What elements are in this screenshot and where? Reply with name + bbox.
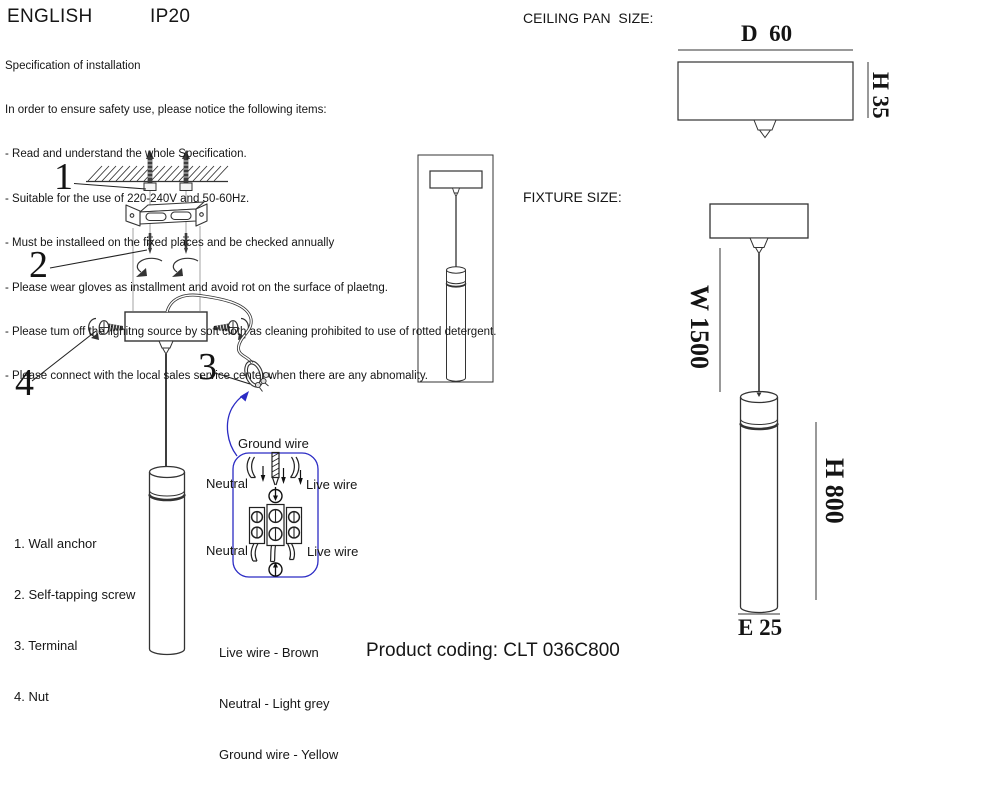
parts-list-item: 2. Self-tapping screw [14, 587, 136, 602]
spec-item: - Suitable for the use of 220-240V and 50-60Hz. [5, 192, 250, 205]
spec-title: Specification of installation [5, 59, 141, 72]
dim-d60: D 60 [741, 21, 793, 46]
legend-neutral: Neutral - Light grey [219, 696, 330, 711]
parts-list-item: 1. Wall anchor [14, 536, 97, 551]
neutral-label-top: Neutral [206, 476, 248, 491]
pendant-lamp-body [150, 467, 185, 655]
spec-item: - Please tum off the lighitng source by soft cloth as cleaning prohibited to use of rotted detergent. [5, 325, 497, 338]
live-wire-label-bottom: Live wire [307, 544, 359, 559]
neutral-label-bottom: Neutral [206, 543, 248, 558]
installation-spec-text [5, 29, 496, 414]
parts-list-item: 4. Nut [14, 689, 49, 704]
step-number-2: 2 [29, 244, 48, 286]
step-number-4: 4 [15, 362, 34, 404]
wire-color-legend [219, 610, 338, 797]
dim-w1500: W 1500 [685, 285, 714, 370]
spec-item: - Read and understand the whole Specification. [5, 148, 247, 161]
language-title: ENGLISH [7, 6, 93, 27]
spec-item: - Must be installeed on the fixed places and be checked annually [5, 237, 335, 250]
parts-list-item: 3. Terminal [14, 638, 78, 653]
ground-symbol-top [269, 487, 282, 503]
wiring-bottom-wires [251, 544, 294, 562]
fixture-drawing [710, 204, 816, 614]
dim-h35: H 35 [868, 72, 893, 119]
dim-e25: E 25 [738, 615, 783, 640]
spec-intro: In order to ensure safety use, please notice the following items: [5, 103, 327, 116]
parts-list [14, 501, 135, 739]
ground-wire-label: Ground wire [238, 436, 309, 451]
product-coding: Product coding: CLT 036C800 [366, 640, 620, 661]
terminal-block [250, 505, 302, 546]
ground-symbol-bottom [269, 562, 282, 576]
wiring-top-wires [247, 453, 299, 486]
fixture-size-title: FIXTURE SIZE: [523, 189, 622, 205]
step-number-1: 1 [54, 156, 73, 198]
ceiling-pan-drawing [678, 50, 868, 138]
ceiling-pan-title: CEILING PAN SIZE: [523, 10, 654, 26]
spec-item: - Please connect with the local sales service center when there are any abnomality. [5, 370, 428, 383]
legend-ground: Ground wire - Yellow [219, 747, 339, 762]
step-number-3: 3 [198, 346, 217, 388]
legend-live: Live wire - Brown [219, 645, 319, 660]
spec-item: - Please wear gloves as installment and avoid rot on the surface of plaetng. [5, 281, 388, 294]
live-wire-label-top: Live wire [306, 477, 358, 492]
dim-h800: H 800 [820, 458, 849, 524]
ip-rating: IP20 [150, 6, 191, 27]
